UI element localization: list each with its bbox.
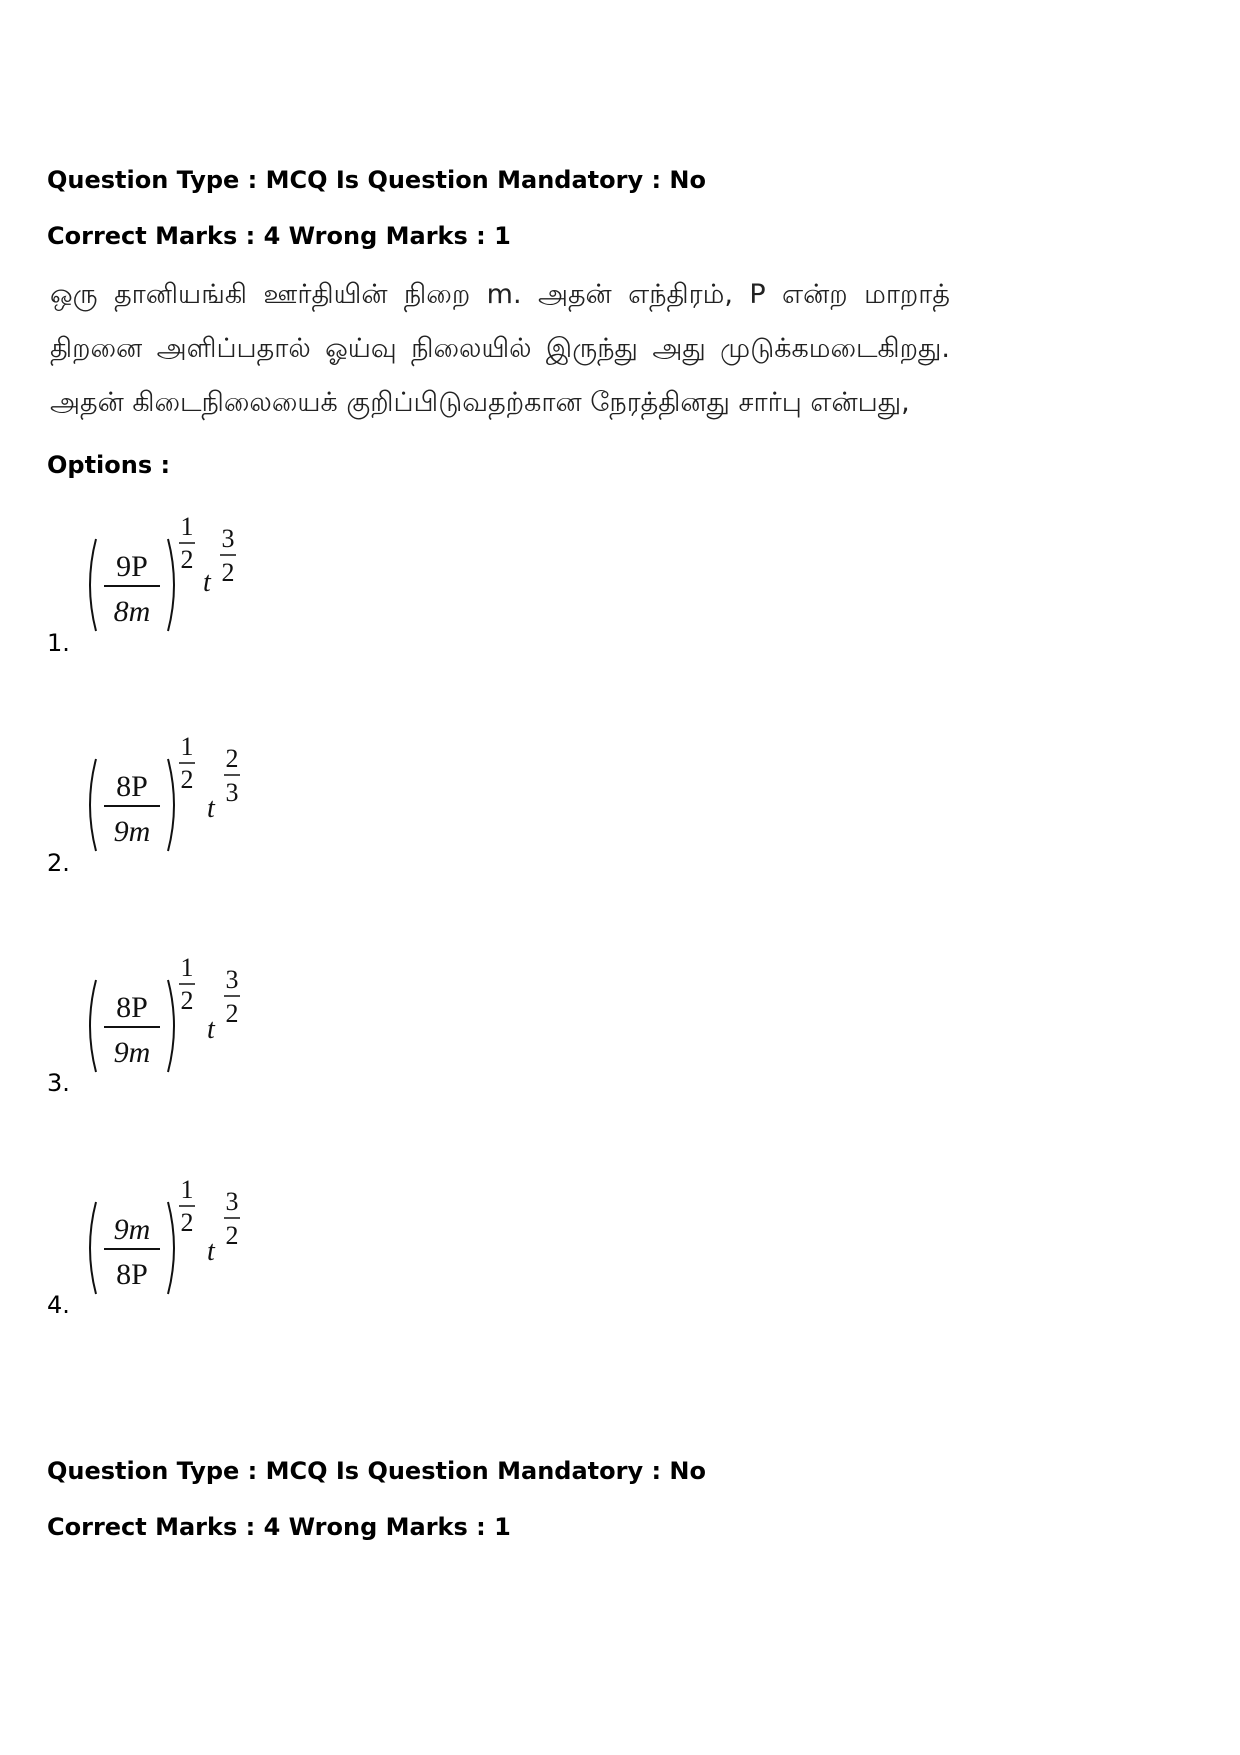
t-exponent-numerator: 3 [221, 524, 235, 553]
t-exponent-numerator: 3 [225, 1187, 239, 1216]
variable-t: t [207, 1236, 215, 1267]
fraction-numerator: 9m [113, 1213, 151, 1246]
exponent-denominator: 2 [180, 545, 194, 574]
marks-line-2: Correct Marks : 4 Wrong Marks : 1 [47, 1513, 511, 1541]
option-1-formula[interactable] [82, 505, 252, 645]
option-number: 1. [47, 629, 70, 657]
fraction-denominator: 8P [116, 1258, 148, 1291]
fraction-denominator: 8m [113, 595, 151, 628]
t-exponent-denominator: 3 [225, 778, 239, 807]
variable-t: t [203, 567, 211, 598]
variable-t: t [207, 793, 215, 824]
exponent-numerator: 1 [180, 732, 194, 761]
question-text: ஒரு தானியங்கி ஊர்தியின் நிறை m. அதன் எந்திரம், P என்ற மாறாத் திறனை அளிப்பதால் ஓய்வு நிலையில் இருந்து அது முடுக்கமடைகிறது. அதன் கிடைநிலையைக் குறிப்பிடுவதற்கான நேரத்தினது சார்பு என்பது, [50, 279, 950, 418]
t-exponent-numerator: 2 [225, 744, 239, 773]
option-number: 2. [47, 849, 70, 877]
fraction-denominator: 9m [113, 1036, 151, 1069]
option-number: 4. [47, 1291, 70, 1319]
t-exponent-denominator: 2 [221, 558, 235, 587]
option-number: 3. [47, 1069, 70, 1097]
options-label: Options : [47, 451, 171, 479]
exponent-denominator: 2 [180, 986, 194, 1015]
exponent-numerator: 1 [180, 953, 194, 982]
fraction-numerator: 9P [116, 550, 148, 583]
exponent-numerator: 1 [180, 1175, 194, 1204]
question-type-line-2: Question Type : MCQ Is Question Mandatory : No [47, 1457, 706, 1485]
option-3-formula[interactable] [82, 946, 252, 1086]
variable-t: t [207, 1014, 215, 1045]
option-4-formula[interactable] [82, 1168, 252, 1308]
marks-line: Correct Marks : 4 Wrong Marks : 1 [47, 222, 511, 250]
exponent-denominator: 2 [180, 1208, 194, 1237]
question-type-line: Question Type : MCQ Is Question Mandatory : No [47, 166, 706, 194]
fraction-numerator: 8P [116, 770, 148, 803]
fraction-denominator: 9m [113, 815, 151, 848]
t-exponent-denominator: 2 [225, 999, 239, 1028]
fraction-numerator: 8P [116, 991, 148, 1024]
t-exponent-denominator: 2 [225, 1221, 239, 1250]
exponent-denominator: 2 [180, 765, 194, 794]
option-2-formula[interactable] [82, 725, 252, 865]
t-exponent-numerator: 3 [225, 965, 239, 994]
exponent-numerator: 1 [180, 512, 194, 541]
